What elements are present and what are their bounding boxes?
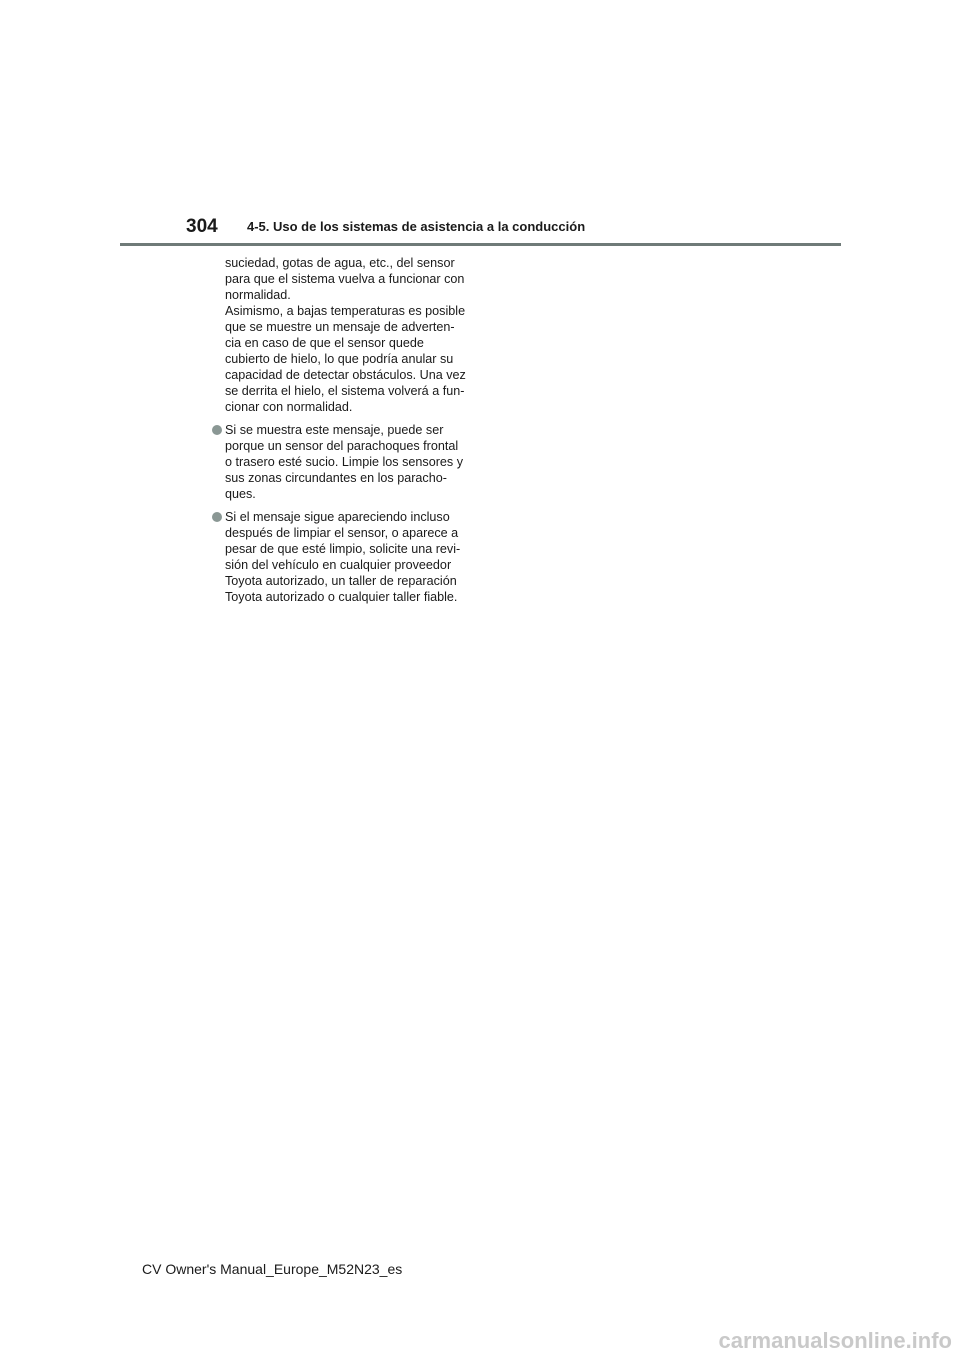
continuation-paragraph: [212, 255, 474, 415]
header-rule: [120, 243, 841, 246]
text-line: Si se muestra este mensaje, puede ser: [225, 423, 444, 437]
bullet-dot-icon: [212, 425, 222, 435]
content-column: [212, 255, 474, 605]
text-line: cionar con normalidad.: [225, 400, 353, 414]
text-line: sión del vehículo en cualquier proveedor: [225, 558, 452, 572]
text-line: que se muestre un mensaje de adverten-: [225, 320, 455, 334]
text-line: Si el mensaje sigue apareciendo incluso: [225, 510, 450, 524]
watermark[interactable]: carmanualsonline.info: [718, 1328, 952, 1353]
bullet-dot-icon: [212, 512, 222, 522]
text-line: ques.: [225, 487, 256, 501]
bullet-item: [212, 422, 474, 502]
text-line: Toyota autorizado, un taller de reparación: [225, 574, 457, 588]
text-line: cia en caso de que el sensor quede: [225, 336, 424, 350]
footer-manual-id: CV Owner's Manual_Europe_M52N23_es: [142, 1261, 403, 1277]
text-line: suciedad, gotas de agua, etc., del sensor: [225, 256, 455, 270]
text-line: después de limpiar el sensor, o aparece a: [225, 526, 459, 540]
text-line: capacidad de detectar obstáculos. Una vez: [225, 368, 466, 382]
text-line: se derrita el hielo, el sistema volverá a fun-: [225, 384, 465, 398]
text-line: para que el sistema vuelva a funcionar con: [225, 272, 465, 286]
text-line: cubierto de hielo, lo que podría anular su: [225, 352, 454, 366]
text-line: porque un sensor del parachoques frontal: [225, 439, 459, 453]
text-line: sus zonas circundantes en los paracho-: [225, 471, 447, 485]
page-number: 304: [186, 216, 218, 237]
text-line: normalidad.: [225, 288, 291, 302]
text-line: o trasero esté sucio. Limpie los sensores y: [225, 455, 463, 469]
text-line: Toyota autorizado o cualquier taller fiable.: [225, 590, 458, 604]
bullet-item: [212, 509, 474, 605]
text-line: pesar de que esté limpio, solicite una revi-: [225, 542, 461, 556]
section-title: 4-5. Uso de los sistemas de asistencia a la conducción: [247, 219, 586, 234]
text-line: Asimismo, a bajas temperaturas es posible: [225, 304, 466, 318]
